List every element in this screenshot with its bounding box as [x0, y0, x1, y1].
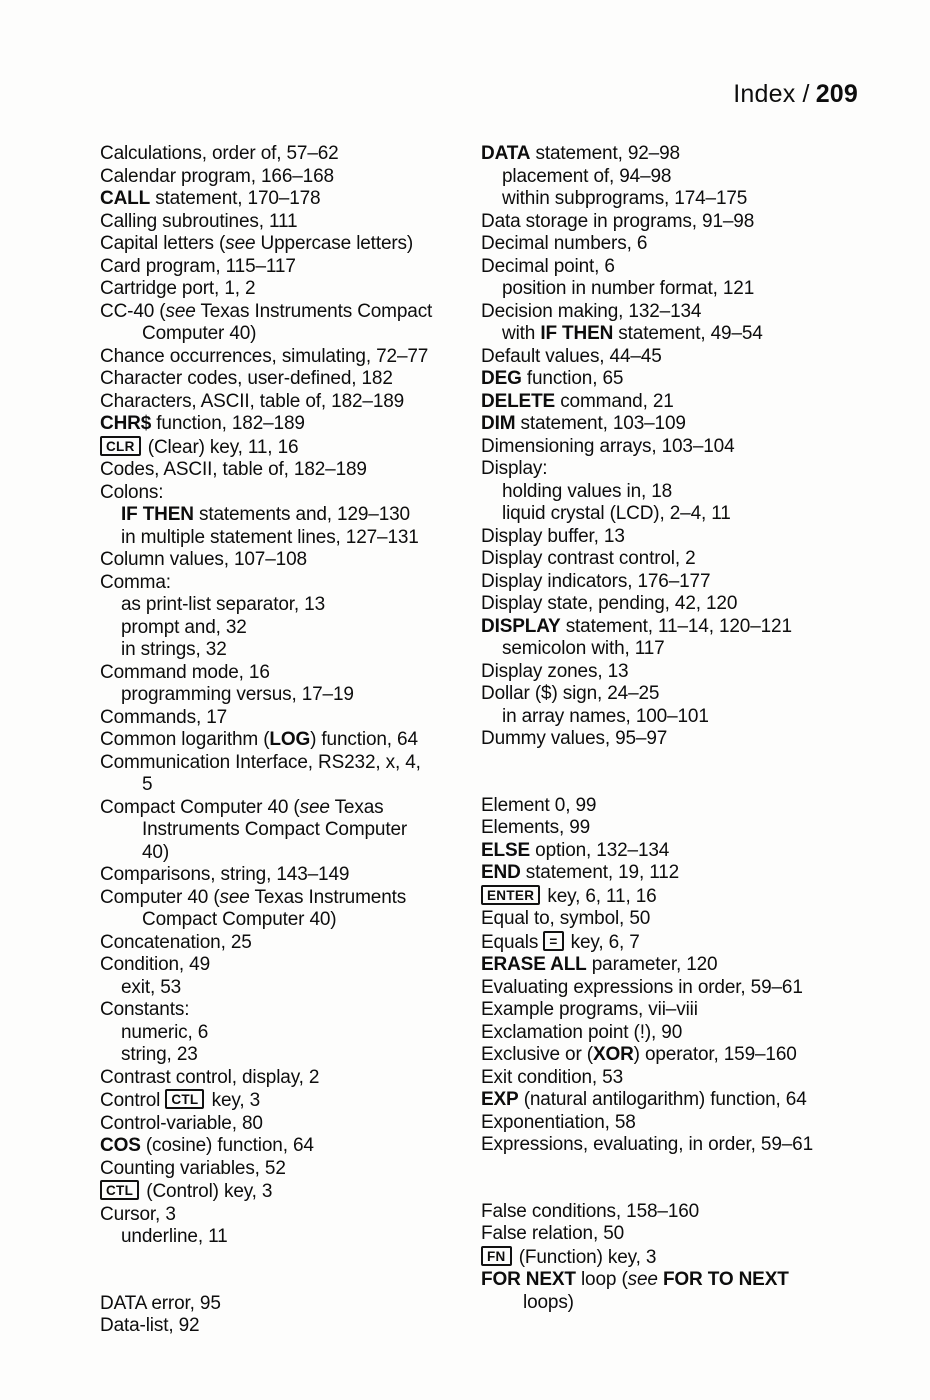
index-entry	[481, 526, 926, 549]
index-entry	[100, 188, 478, 211]
index-entry	[100, 842, 478, 865]
entry-text: Compact Computer 40)	[142, 909, 337, 930]
index-entry	[481, 503, 926, 526]
entry-text: 5	[142, 774, 153, 795]
index-entry	[100, 1180, 478, 1204]
entry-text: statement, 49–54	[613, 323, 763, 344]
index-entry	[481, 728, 926, 751]
entry-text: Display indicators, 176–177	[481, 570, 711, 592]
index-entry	[481, 143, 926, 166]
entry-text: CC-40 (	[100, 300, 166, 322]
entry-text: (Clear) key, 11, 16	[142, 436, 299, 458]
entry-text: Data-list, 92	[100, 1315, 200, 1336]
index-entry	[481, 233, 926, 256]
index-entry	[100, 256, 478, 279]
entry-text: Exclamation point (!), 90	[481, 1021, 683, 1043]
index-entry	[481, 1089, 926, 1112]
index-entry	[100, 662, 478, 685]
index-entry	[100, 932, 478, 955]
index-entry	[100, 527, 478, 550]
entry-text: Chance occurrences, simulating, 72–77	[100, 345, 429, 367]
entry-text: statement, 11–14, 120–121	[560, 615, 792, 637]
entry-text: Card program, 115–117	[100, 255, 296, 277]
keyword-bold: FOR TO NEXT	[662, 1269, 789, 1290]
index-entry	[481, 1292, 926, 1315]
index-entry	[481, 931, 926, 955]
entry-text: Calendar program, 166–168	[100, 165, 334, 187]
keyword-bold: END	[481, 862, 521, 883]
index-entry	[481, 977, 926, 1000]
index-entry	[100, 1226, 478, 1249]
entry-text: Evaluating expressions in order, 59–61	[481, 976, 803, 998]
entry-text: Comma:	[100, 571, 171, 593]
index-entry	[100, 819, 478, 842]
entry-text: Display state, pending, 42, 120	[481, 593, 738, 614]
entry-text: semicolon with, 117	[502, 638, 665, 659]
index-entry	[100, 797, 478, 820]
index-entry	[100, 1113, 478, 1136]
entry-text: Control	[100, 1090, 166, 1111]
index-entry	[481, 278, 926, 301]
entry-text: parameter, 120	[586, 954, 718, 975]
index-entry	[481, 436, 926, 459]
index-entry	[100, 729, 478, 752]
index-entry	[481, 1201, 926, 1224]
index-entry	[481, 683, 926, 706]
index-entry	[100, 211, 478, 234]
entry-text: Instruments Compact Computer	[142, 819, 408, 840]
entry-text: Display contrast control, 2	[481, 548, 696, 569]
index-entry	[481, 571, 926, 594]
see-reference: see	[165, 300, 196, 322]
index-entry	[100, 864, 478, 887]
index-column-right	[481, 143, 926, 1314]
entry-text: DATA error, 95	[100, 1292, 221, 1314]
index-entry	[481, 954, 926, 977]
index-entry	[100, 391, 478, 414]
page-header	[733, 80, 858, 109]
index-entry	[481, 481, 926, 504]
index-entry	[100, 617, 478, 640]
index-entry	[100, 1022, 478, 1045]
entry-text: Codes, ASCII, table of, 182–189	[100, 459, 367, 480]
keycap-icon: FN	[481, 1246, 512, 1266]
entry-text: key, 6, 11, 16	[542, 885, 657, 907]
entry-text: statement, 170–178	[150, 188, 321, 209]
index-entry	[100, 1089, 478, 1113]
index-entry	[100, 684, 478, 707]
entry-text: Exponentiation, 58	[481, 1111, 636, 1133]
entry-text: Dollar ($) sign, 24–25	[481, 683, 660, 704]
entry-text: key, 6, 7	[565, 931, 640, 953]
index-column-left	[100, 143, 478, 1338]
entry-text: Command mode, 16	[100, 661, 270, 683]
entry-text: Decision making, 132–134	[481, 300, 702, 322]
index-entry	[481, 908, 926, 931]
entry-text: Exclusive or (	[481, 1044, 593, 1065]
keyword-bold: DELETE	[481, 390, 556, 412]
index-entry	[481, 1269, 926, 1292]
keycap-icon: CLR	[100, 436, 141, 456]
index-entry	[481, 391, 926, 414]
entry-text: Cursor, 3	[100, 1203, 176, 1225]
entry-text: key, 3	[206, 1090, 260, 1111]
index-entry	[481, 1246, 926, 1270]
entry-text: Concatenation, 25	[100, 931, 252, 953]
entry-text: in multiple statement lines, 127–131	[121, 526, 419, 548]
index-entry	[481, 706, 926, 729]
index-entry	[481, 862, 926, 885]
index-entry	[481, 188, 926, 211]
keyword-bold: DISPLAY	[481, 615, 561, 637]
keyword-bold: ERASE ALL	[481, 954, 587, 975]
index-entry	[100, 639, 478, 662]
entry-text: Display zones, 13	[481, 660, 629, 682]
index-entry	[481, 346, 926, 369]
entry-text: Contrast control, display, 2	[100, 1066, 320, 1088]
entry-text: Uppercase letters)	[255, 233, 414, 254]
entry-text: Default values, 44–45	[481, 345, 662, 367]
entry-text: command, 21	[555, 390, 674, 412]
index-entry	[100, 954, 478, 977]
keycap-icon: =	[543, 931, 563, 951]
entry-text: Colons:	[100, 481, 164, 503]
keyword-bold: CALL	[100, 188, 151, 209]
keyword-bold: FOR NEXT	[481, 1269, 576, 1290]
entry-text: (cosine) function, 64	[140, 1135, 314, 1156]
entry-text: Texas Instruments Compact	[195, 300, 433, 322]
index-entry	[481, 817, 926, 840]
index-entry	[481, 638, 926, 661]
keyword-bold: ELSE	[481, 839, 531, 861]
index-entry	[481, 323, 926, 346]
index-entry	[100, 707, 478, 730]
entry-text: statement, 19, 112	[520, 862, 680, 883]
entry-text: function, 182–189	[151, 413, 305, 434]
index-entry	[481, 840, 926, 863]
index-entry	[481, 1044, 926, 1067]
index-entry	[100, 1135, 478, 1158]
index-entry	[100, 909, 478, 932]
index-entry	[100, 368, 478, 391]
entry-text: Exit condition, 53	[481, 1066, 623, 1088]
entry-text: ) function, 64	[310, 729, 418, 750]
entry-text: prompt and, 32	[121, 616, 247, 638]
index-entry	[100, 436, 478, 460]
keyword-bold: EXP	[481, 1089, 519, 1110]
entry-text: Elements, 99	[481, 817, 591, 838]
entry-text: in array names, 100–101	[502, 705, 709, 727]
index-entry	[481, 166, 926, 189]
entry-text: Texas Instruments	[249, 886, 407, 908]
entry-text: option, 132–134	[530, 839, 670, 861]
entry-text: in strings, 32	[121, 639, 227, 660]
entry-text: False conditions, 158–160	[481, 1200, 700, 1222]
index-entry	[481, 211, 926, 234]
see-reference: see	[219, 886, 250, 908]
entry-text: False relation, 50	[481, 1223, 625, 1244]
index-entry	[100, 413, 478, 436]
entry-text: Capital letters (	[100, 233, 226, 254]
index-entry	[100, 1204, 478, 1227]
index-entry	[100, 278, 478, 301]
entry-text: loop (	[575, 1269, 628, 1290]
entry-text: Calculations, order of, 57–62	[100, 143, 339, 164]
entry-text: Computer 40 (	[100, 886, 220, 908]
keycap-icon: CTL	[165, 1089, 204, 1109]
entry-text: placement of, 94–98	[502, 165, 672, 187]
entry-text: function, 65	[521, 368, 624, 389]
entry-text: Dimensioning arrays, 103–104	[481, 435, 735, 457]
entry-text: Equal to, symbol, 50	[481, 908, 651, 929]
entry-text: numeric, 6	[121, 1021, 209, 1043]
entry-text: with	[502, 323, 541, 344]
entry-text: Computer 40)	[142, 323, 257, 344]
entry-text: Column values, 107–108	[100, 549, 307, 570]
entry-text: (Control) key, 3	[141, 1181, 273, 1202]
index-entry	[100, 233, 478, 256]
entry-text: ) operator, 159–160	[633, 1044, 797, 1065]
index-entry	[481, 301, 926, 324]
entry-text: Element 0, 99	[481, 794, 597, 816]
entry-text: Cartridge port, 1, 2	[100, 278, 256, 299]
index-entry	[100, 459, 478, 482]
index-entry	[481, 1223, 926, 1246]
index-entry	[100, 482, 478, 505]
index-entry	[100, 999, 478, 1022]
entry-text: Common logarithm (	[100, 729, 270, 750]
index-entry	[481, 1134, 926, 1157]
entry-text: Compact Computer 40 (	[100, 796, 300, 818]
entry-text: Control-variable, 80	[100, 1112, 263, 1134]
entry-text: Counting variables, 52	[100, 1157, 286, 1179]
entry-text: position in number format, 121	[502, 278, 755, 299]
index-entry	[100, 323, 478, 346]
entry-text: Characters, ASCII, table of, 182–189	[100, 390, 405, 412]
entry-text: within subprograms, 174–175	[502, 188, 748, 209]
index-entry	[100, 1158, 478, 1181]
keyword-bold: XOR	[592, 1044, 634, 1065]
see-reference: see	[225, 233, 256, 254]
entry-text: statement, 103–109	[515, 413, 686, 434]
keyword-bold: IF THEN	[540, 323, 614, 344]
index-entry	[100, 143, 478, 166]
index-entry	[100, 752, 478, 775]
entry-text: underline, 11	[121, 1226, 228, 1247]
index-entry	[100, 1315, 478, 1338]
entry-text: statements and, 129–130	[193, 504, 410, 525]
entry-text: Constants:	[100, 999, 190, 1020]
entry-text: Comparisons, string, 143–149	[100, 864, 350, 885]
index-entry	[481, 458, 926, 481]
entry-text: Dummy values, 95–97	[481, 728, 668, 749]
index-entry	[481, 413, 926, 436]
entry-text: Expressions, evaluating, in order, 59–61	[481, 1134, 813, 1155]
entry-text: Texas	[329, 796, 384, 818]
keyword-bold: COS	[100, 1135, 141, 1156]
index-entry	[481, 885, 926, 909]
entry-text: Equals	[481, 931, 544, 953]
entry-text: 40)	[142, 841, 170, 863]
entry-text: Example programs, vii–viii	[481, 999, 698, 1020]
index-entry	[481, 256, 926, 279]
entry-text: Commands, 17	[100, 706, 228, 728]
index-entry	[481, 1022, 926, 1045]
index-entry	[100, 166, 478, 189]
header-title: Index /	[733, 80, 810, 108]
index-entry	[100, 1293, 478, 1316]
index-entry	[100, 887, 478, 910]
keyword-bold: DEG	[481, 368, 522, 389]
index-entry	[481, 661, 926, 684]
keyword-bold: DATA	[481, 143, 531, 164]
entry-text: liquid crystal (LCD), 2–4, 11	[502, 503, 731, 524]
keyword-bold: IF THEN	[121, 504, 194, 525]
index-entry	[481, 368, 926, 391]
index-entry	[100, 977, 478, 1000]
entry-text: Calling subroutines, 111	[100, 210, 298, 232]
keyword-bold: LOG	[269, 729, 311, 750]
index-entry	[100, 572, 478, 595]
entry-text: Condition, 49	[100, 954, 211, 975]
entry-text: Decimal numbers, 6	[481, 233, 648, 254]
index-entry	[481, 999, 926, 1022]
index-entry	[100, 504, 478, 527]
index-entry	[100, 346, 478, 369]
index-entry	[100, 594, 478, 617]
see-reference: see	[299, 796, 330, 818]
keyword-bold: DIM	[481, 413, 516, 434]
entry-text: as print-list separator, 13	[121, 594, 325, 615]
keycap-icon: CTL	[100, 1180, 139, 1200]
entry-text: loops)	[523, 1291, 574, 1313]
entry-text: holding values in, 18	[502, 480, 673, 502]
index-entry	[481, 548, 926, 571]
entry-text: Decimal point, 6	[481, 255, 615, 277]
index-entry	[100, 1067, 478, 1090]
keycap-icon: ENTER	[481, 885, 540, 905]
entry-text: statement, 92–98	[530, 143, 680, 164]
entry-text: (Function) key, 3	[513, 1246, 657, 1268]
index-entry	[481, 1112, 926, 1135]
page-number: 209	[815, 80, 858, 108]
index-entry	[481, 1067, 926, 1090]
index-entry	[481, 795, 926, 818]
entry-text: Data storage in programs, 91–98	[481, 210, 755, 232]
entry-text: exit, 53	[121, 976, 182, 998]
see-reference: see	[627, 1269, 658, 1290]
entry-text: Display buffer, 13	[481, 525, 625, 547]
entry-text: (natural antilogarithm) function, 64	[518, 1089, 807, 1110]
index-entry	[481, 616, 926, 639]
index-entry	[100, 1044, 478, 1067]
index-entry	[100, 549, 478, 572]
entry-text: programming versus, 17–19	[121, 684, 354, 705]
entry-text: Character codes, user-defined, 182	[100, 368, 393, 389]
entry-text: string, 23	[121, 1044, 198, 1065]
entry-text: Communication Interface, RS232, x, 4,	[100, 751, 421, 773]
keyword-bold: CHR$	[100, 413, 152, 434]
index-entry	[100, 774, 478, 797]
index-entry	[100, 301, 478, 324]
index-entry	[481, 593, 926, 616]
entry-text: Display:	[481, 458, 548, 479]
